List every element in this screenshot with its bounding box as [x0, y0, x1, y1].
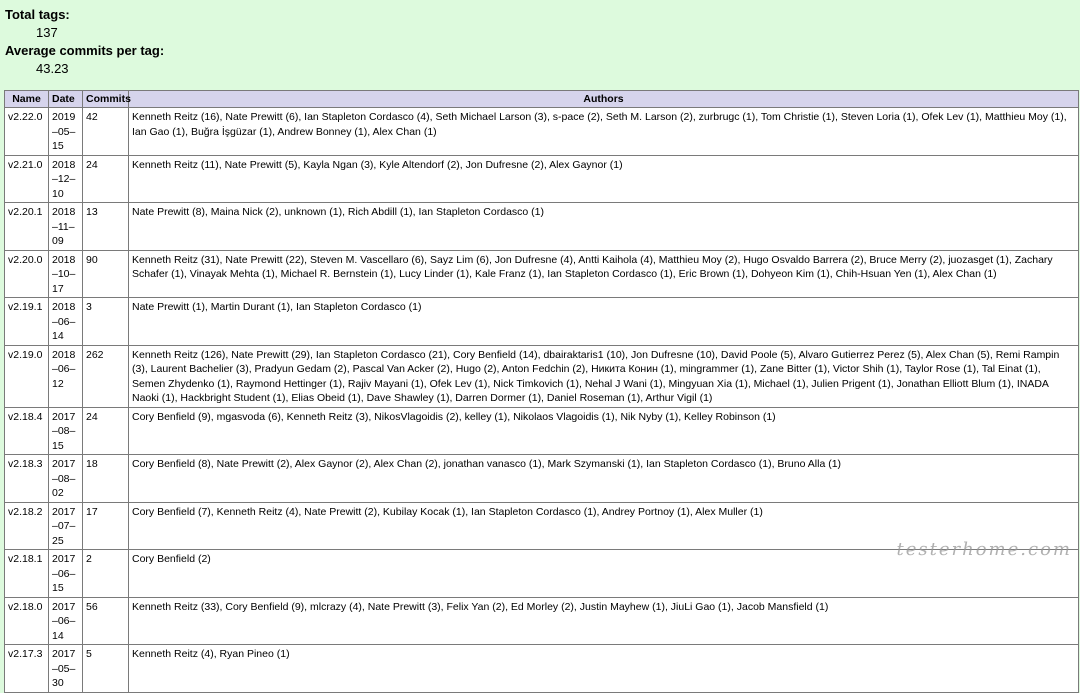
tag-name: v2.20.0 — [5, 250, 49, 298]
tag-commits: 2 — [83, 550, 129, 598]
tag-name: v2.22.0 — [5, 108, 49, 156]
tag-date: 2017–07–25 — [49, 502, 83, 550]
tag-authors: Nate Prewitt (8), Maina Nick (2), unknown (1), Rich Abdill (1), Ian Stapleton Cordasco (1) — [129, 203, 1079, 251]
header-date: Date — [49, 91, 83, 108]
tag-date: 2017–08–15 — [49, 407, 83, 455]
table-row — [5, 203, 1079, 251]
tags-table-wrapper — [4, 90, 1079, 693]
tag-name: v2.18.3 — [5, 455, 49, 503]
tag-name: v2.18.2 — [5, 502, 49, 550]
avg-commits-value: 43.23 — [36, 61, 69, 76]
tag-date: 2018–12–10 — [49, 155, 83, 203]
tag-authors: Cory Benfield (2) — [129, 550, 1079, 598]
tag-authors: Cory Benfield (8), Nate Prewitt (2), Alex Gaynor (2), Alex Chan (2), jonathan vanasco (1), Mark Szymanski (1), Ian Stapleton Cordasco (1), Bruno Alla (1) — [129, 455, 1079, 503]
tag-commits: 42 — [83, 108, 129, 156]
table-row — [5, 597, 1079, 645]
tag-name: v2.17.3 — [5, 645, 49, 693]
tag-date: 2019–05–15 — [49, 108, 83, 156]
table-row — [5, 455, 1079, 503]
table-row — [5, 155, 1079, 203]
tag-date: 2017–08–02 — [49, 455, 83, 503]
tag-date: 2017–06–14 — [49, 597, 83, 645]
tag-authors: Kenneth Reitz (126), Nate Prewitt (29), Ian Stapleton Cordasco (21), Cory Benfield (14), dbairaktaris1 (10), Jon Dufresne (10), David Poole (5), Alvaro Gutierrez Perez (5), Alex Chan (5), Remi Rampin (3), Laurent Bachelier (3), Pradyun Gedam (2), Pascal Van Acker (2), Hugo (2), Anton Fedchin (2), Никита Конин (1), mingrammer (1), Zane Bitter (1), Victor Shih (1), Taylor Rose (1), Tal Einat (1), Semen Zhydenko (1), Raymond Hettinger (1), Rajiv Mayani (1), Ofek Lev (1), Nick Timkovich (1), Nehal J Wani (1), Mingyuan Xia (1), Michael (1), Julien Prigent (1), Jonathan Elliott Blum (1), INADA Naoki (1), Hackbright Student (1), Elias Obeid (1), Dave Shawley (1), Darren Dormer (1), Daniel Roseman (1), Arthur Vigil (1) — [129, 345, 1079, 407]
header-name: Name — [5, 91, 49, 108]
tag-commits: 5 — [83, 645, 129, 693]
tag-name: v2.19.1 — [5, 298, 49, 346]
tag-authors: Nate Prewitt (1), Martin Durant (1), Ian Stapleton Cordasco (1) — [129, 298, 1079, 346]
total-tags-label: Total tags: — [5, 7, 70, 22]
table-row — [5, 250, 1079, 298]
tag-name: v2.18.1 — [5, 550, 49, 598]
tag-date: 2017–06–15 — [49, 550, 83, 598]
tag-commits: 13 — [83, 203, 129, 251]
stats-summary — [5, 6, 164, 78]
tag-authors: Kenneth Reitz (4), Ryan Pineo (1) — [129, 645, 1079, 693]
tag-date: 2018–06–12 — [49, 345, 83, 407]
tag-authors: Kenneth Reitz (16), Nate Prewitt (6), Ian Stapleton Cordasco (4), Seth Michael Larson (3), s-pace (2), Seth M. Larson (2), zurbrugc (1), Tom Christie (1), Steven Loria (1), Ofek Lev (1), Matthieu Moy (1), Ian Gao (1), Buğra İşgüzar (1), Andrew Bonney (1), Alex Chan (1) — [129, 108, 1079, 156]
tag-commits: 3 — [83, 298, 129, 346]
table-row — [5, 407, 1079, 455]
tag-name: v2.19.0 — [5, 345, 49, 407]
tag-name: v2.18.0 — [5, 597, 49, 645]
tag-authors: Cory Benfield (9), mgasvoda (6), Kenneth Reitz (3), NikosVlagoidis (2), kelley (1), Nikolaos Vlagoidis (1), Nik Nyby (1), Kelley Robinson (1) — [129, 407, 1079, 455]
table-row — [5, 108, 1079, 156]
tag-date: 2018–11–09 — [49, 203, 83, 251]
tag-authors: Kenneth Reitz (33), Cory Benfield (9), mlcrazy (4), Nate Prewitt (3), Felix Yan (2), Ed Morley (2), Justin Mayhew (1), JiuLi Gao (1), Jacob Mansfield (1) — [129, 597, 1079, 645]
tag-date: 2018–10–17 — [49, 250, 83, 298]
total-tags-value: 137 — [36, 25, 58, 40]
tag-name: v2.20.1 — [5, 203, 49, 251]
watermark-text: testerhome.com — [896, 539, 1072, 560]
avg-commits-label: Average commits per tag: — [5, 43, 165, 58]
header-commits: Commits — [83, 91, 129, 108]
tag-commits: 262 — [83, 345, 129, 407]
tag-commits: 17 — [83, 502, 129, 550]
tag-commits: 90 — [83, 250, 129, 298]
tags-table — [4, 90, 1079, 693]
tag-date: 2018–06–14 — [49, 298, 83, 346]
tag-date: 2017–05–30 — [49, 645, 83, 693]
table-row — [5, 298, 1079, 346]
table-row — [5, 345, 1079, 407]
tag-authors: Cory Benfield (7), Kenneth Reitz (4), Nate Prewitt (2), Kubilay Kocak (1), Ian Stapleton Cordasco (1), Andrey Portnoy (1), Alex Muller (1) — [129, 502, 1079, 550]
tag-commits: 56 — [83, 597, 129, 645]
tag-commits: 24 — [83, 155, 129, 203]
tag-commits: 18 — [83, 455, 129, 503]
tag-commits: 24 — [83, 407, 129, 455]
tag-authors: Kenneth Reitz (31), Nate Prewitt (22), Steven M. Vascellaro (6), Sayz Lim (6), Jon Dufresne (4), Antti Kaihola (4), Matthieu Moy (2), Hugo Osvaldo Barrera (2), Bruce Merry (2), juozasget (1), Zachary Schafer (1), Vinayak Mehta (1), Michael R. Bernstein (1), Lucy Linder (1), Kale Franz (1), Ian Stapleton Cordasco (1), Eric Brown (1), Dohyeon Kim (1), Chih-Hsuan Yen (1), Alex Chan (1) — [129, 250, 1079, 298]
header-authors: Authors — [129, 91, 1079, 108]
table-row — [5, 645, 1079, 693]
tag-authors: Kenneth Reitz (11), Nate Prewitt (5), Kayla Ngan (3), Kyle Altendorf (2), Jon Dufresne (2), Alex Gaynor (1) — [129, 155, 1079, 203]
tag-name: v2.18.4 — [5, 407, 49, 455]
tag-name: v2.21.0 — [5, 155, 49, 203]
table-header-row — [5, 91, 1079, 108]
